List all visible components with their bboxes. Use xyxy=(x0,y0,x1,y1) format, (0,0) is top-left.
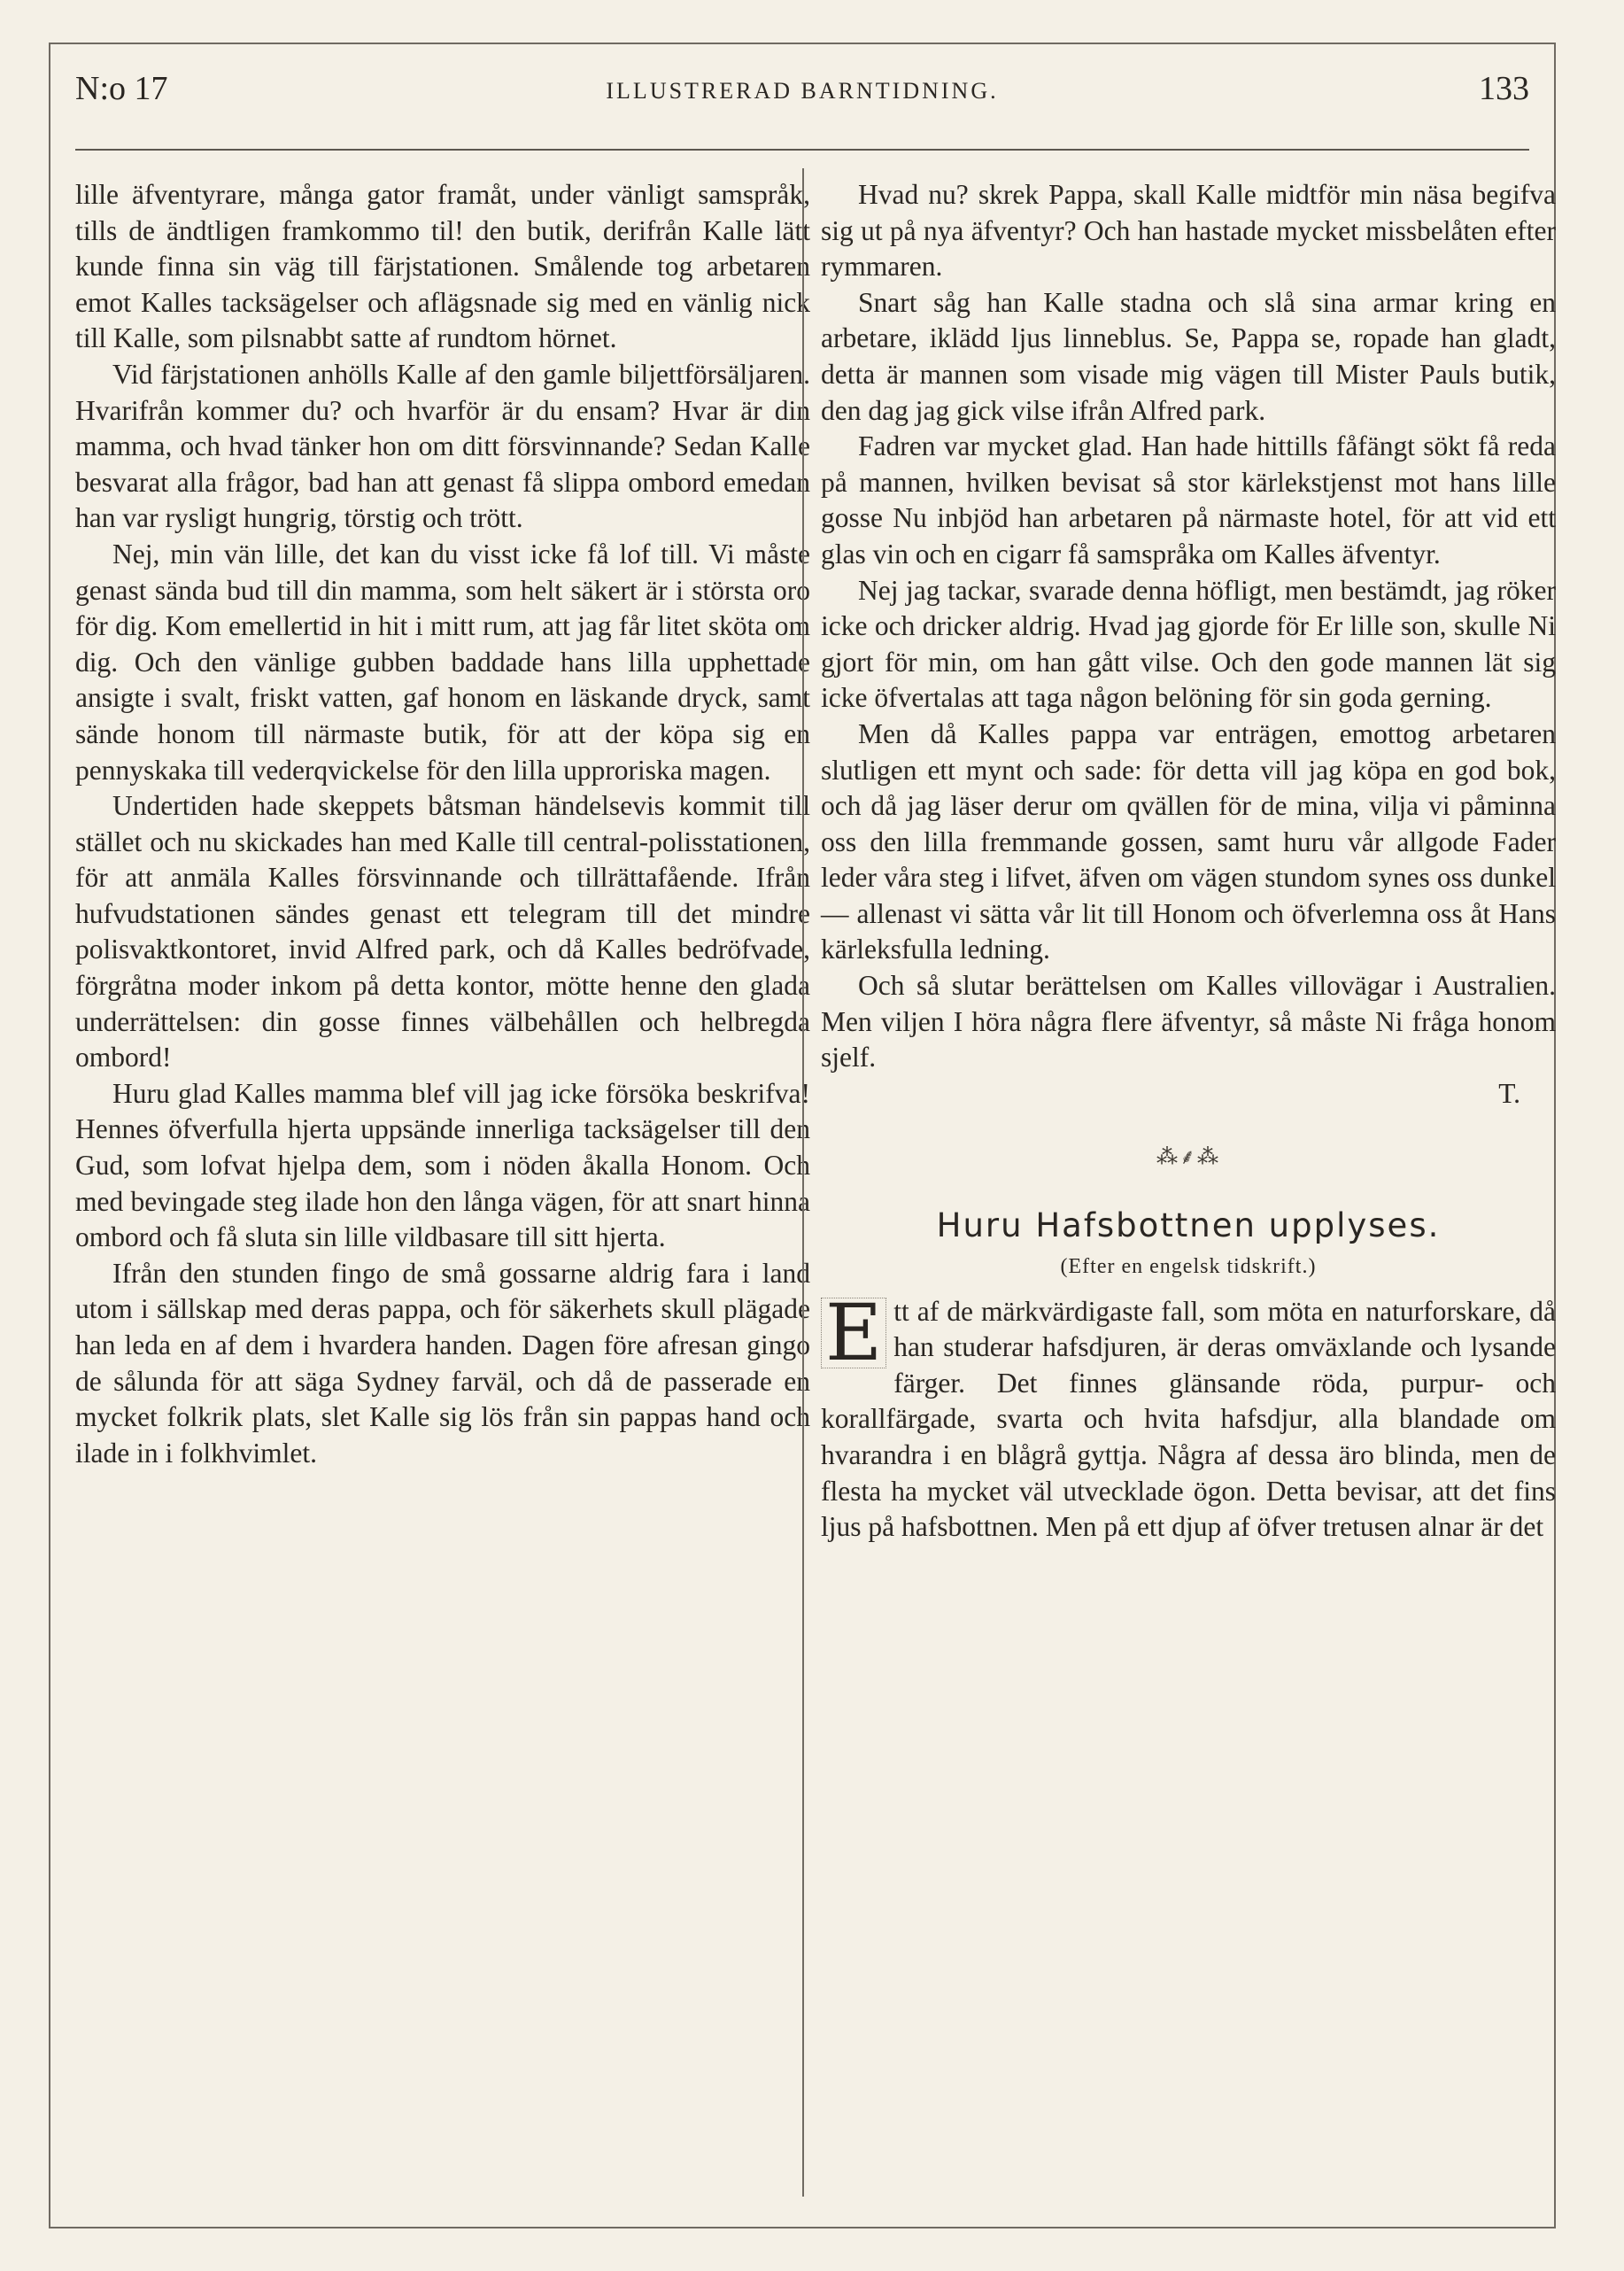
paragraph: Och så slutar berättelsen om Kalles villovägar i Australien. Men viljen I höra några flere äfventyr, så måste Ni fråga honom sjelf. xyxy=(821,970,1556,1073)
issue-number: N:o 17 xyxy=(75,70,168,107)
paragraph: Huru glad Kalles mamma blef vill jag icke försöka beskrifva! Hennes öfverfulla hjerta uppsände innerliga tacksägelser till den Gud, som lofvat hjelpa dem, som i nöden åkalla Honom. Och med bevingade steg ilade hon den långa vägen, för att snart hinna ombord och få sluta sin lille vildbasare till sitt hjerta. xyxy=(75,1077,810,1253)
drop-cap: E xyxy=(821,1298,886,1368)
paragraph: Men då Kalles pappa var enträgen, emottog arbetaren slutligen ett mynt och sade: för detta vill jag köpa en god bok, och då jag läser derur om qvällen för de mina, vilja vi påminna oss den lilla fremmande gossen, samt huru vår allgode Fader leder våra steg i lifvet, äfven om vägen stundom synes oss dunkel — allenast vi sätta vår lit till Honom och öfverlemna oss åt Hans kärleksfulla ledning. xyxy=(821,717,1556,965)
paragraph: Nej, min vän lille, det kan du visst icke få lof till. Vi måste genast sända bud till din mamma, som helt säkert är i största oro för dig. Kom emellertid in hit i mitt rum, att jag får litet sköta om dig. Och den vänlige gubben baddade hans lilla upphettade ansigte i svalt, friskt vatten, gaf honom en läskande dryck, samt sände honom till närmaste butik, för att der köpa sig en pennyskaka till vederqvickelse för den lilla upproriska magen. xyxy=(75,538,810,786)
newspaper-page xyxy=(49,43,1556,2228)
paragraph: Vid färjstationen anhölls Kalle af den gamle biljettförsäljaren. Hvarifrån kommer du? och hvarför är du ensam? Hvar är din mamma, och hvad tänker hon om ditt försvinnande? Sedan Kalle besvarat alla frågor, bad han att genast få slippa ombord emedan han var rysligt hungrig, törstig och trött. xyxy=(75,358,810,534)
paragraph: lille äfventyrare, många gator framåt, under vänligt samspråk, tills de ändtligen framkommo til! den butik, derifrån Kalle lätt kunde finna sin väg till färjstationen. Smålende tog arbetaren emot Kalles tacksägelser och aflägsnade sig med en vänlig nick till Kalle, som pilsnabbt satte af rundtom hörnet. xyxy=(75,179,810,354)
article-body xyxy=(821,1286,1556,1546)
article-subtitle: (Efter en engelsk tidskrift.) xyxy=(1060,1254,1317,1278)
paragraph: Nej jag tackar, svarade denna höfligt, men bestämdt, jag röker icke och dricker aldrig. Hvad jag gjorde för Er lille son, skulle Ni gjort för min, om han gått vilse. Och den gode mannen lät sig icke öfvertalas att taga någon belöning för sin goda gerning. xyxy=(821,574,1556,714)
page-number: 133 xyxy=(1479,70,1529,107)
paragraph: Ifrån den stunden fingo de små gossarne aldrig fara i land utom i sällskap med deras pappa, och för säkerhets skull plägade han leda en af dem i hvardera handen. Dagen före afresan gingo de sålunda för att säga Sydney farväl, och då de passerade en mycket folkrik plats, slet Kalle sig lös från sin pappas hand och ilade in i folkhvimlet. xyxy=(75,1257,810,1469)
publication-title: ILLUSTRERAD BARNTIDNING. xyxy=(606,78,999,104)
column-divider xyxy=(802,168,804,2197)
ornament-divider: ⁂⸙⁂ xyxy=(1156,1146,1220,1170)
article-title: Huru Hafsbottnen upplyses. xyxy=(936,1206,1441,1245)
paragraph: Hvad nu? skrek Pappa, skall Kalle midtför min näsa begifva sig ut på nya äfventyr? Och han hastade mycket missbelåten efter rymmaren. xyxy=(821,179,1556,283)
paragraph: Snart såg han Kalle stadna och slå sina armar kring en arbetare, iklädd ljus linneblus. Se, Pappa se, ropade han gladt, detta är mannen som visade mig vägen till Mister Pauls butik, den dag jag gick vilse ifrån Alfred park. xyxy=(821,286,1556,426)
left-column xyxy=(75,177,810,1471)
header-rule xyxy=(75,149,1529,151)
paragraph: Fadren var mycket glad. Han hade hittills fåfängt sökt få reda på mannen, hvilken bevisat så stor kärlekstjenst mot hans lille gosse Nu inbjöd han arbetaren på närmaste hotel, för att vid ett glas vin och en cigarr få samspråka om Kalles äfventyr. xyxy=(821,430,1556,570)
author-signature: T. xyxy=(1498,1077,1520,1109)
right-column xyxy=(821,177,1556,1546)
paragraph: Undertiden hade skeppets båtsman händelsevis kommit till stället och nu skickades han med Kalle till central-polisstationen, för att anmäla Kalles försvinnande och tillrättafående. Ifrån hufvudstationen sändes genast ett telegram till det mindre polisvaktkontoret, invid Alfred park, och då Kalles bedröfvade, förgråtna moder inkom på detta kontor, mötte henne den glada underrättelsen: din gosse finnes välbehållen och helbregda ombord! xyxy=(75,790,810,1073)
page-header xyxy=(75,69,1529,122)
article-body-text: tt af de märkvärdigaste fall, som möta en naturforskare, då han studerar hafsdjuren, är deras omväxlande och lysande färger. Det finnes glänsande röda, purpur- och korallfärgade, svarta och hvita hafsdjur, alla blandade om hvarandra i en blågrå gyttja. Några af dessa äro blinda, men de flesta ha mycket väl utvecklade ögon. Detta bevisar, att det fins ljus på hafsbottnen. Men på ett djup af öfver tretusen alnar är det xyxy=(821,1295,1556,1543)
